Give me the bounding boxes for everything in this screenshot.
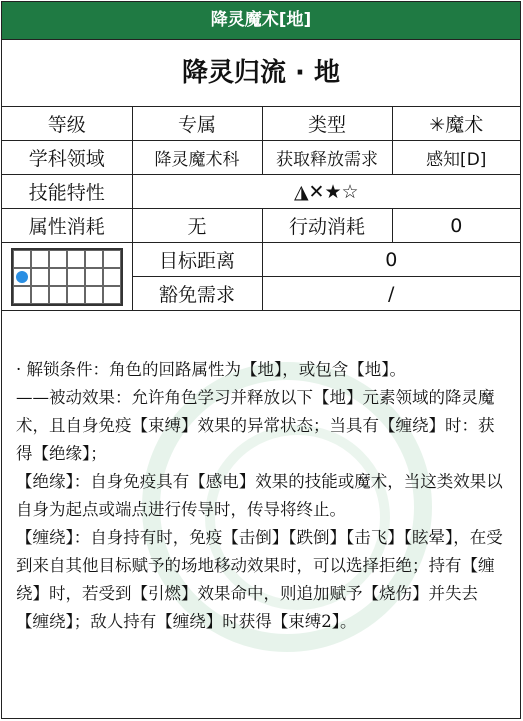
description-paragraph: 【绝缘】：自身免疫具有【感电】效果的技能或魔术，当这类效果以自身为起点或端点进行传导时，传导将终止。 [16, 472, 503, 519]
action-cost-label: 行动消耗 [262, 209, 392, 243]
trait-label: 技能特性 [2, 175, 132, 209]
field-value: 降灵魔术科 [132, 141, 262, 175]
action-cost-value: 0 [392, 209, 520, 243]
range-value: 0 [262, 243, 520, 277]
range-grid-icon [11, 248, 123, 306]
type-value: ✳魔术 [392, 107, 520, 141]
release-value: 感知[D] [392, 141, 520, 175]
stats-table [2, 107, 520, 311]
description-paragraph: 【缠绕】：自身持有时，免疫【击倒】【跌倒】【击飞】【眩晕】，在受到来自其他目标赋予的场地移动效果时，可以选择拒绝；持有【缠绕】时，若受到【引燃】效果命中，则追加赋予【烧伤】并失去【缠绕】；敌人持有【缠绕】时获得【束缚2】。 [16, 528, 503, 631]
level-value: 专属 [132, 107, 262, 141]
type-label: 类型 [262, 107, 392, 141]
release-label: 获取释放需求 [262, 141, 392, 175]
range-grid-cell [2, 243, 132, 311]
description-paragraph: · 解锁条件：角色的回路属性为【地】，或包含【地】。 [16, 360, 406, 379]
level-label: 等级 [2, 107, 132, 141]
skill-card [1, 1, 521, 719]
exempt-label: 豁免需求 [132, 277, 262, 311]
caster-dot-icon [16, 271, 28, 283]
card-header: 降灵魔术[地] [2, 2, 520, 39]
description-paragraph: ——被动效果：允许角色学习并释放以下【地】元素领域的降灵魔术，且自身免疫【束缚】效果的异常状态；当具有【缠绕】时：获得【绝缘】； [16, 388, 495, 463]
description-area [2, 312, 520, 718]
field-label: 学科领域 [2, 141, 132, 175]
range-label: 目标距离 [132, 243, 262, 277]
attr-cost-label: 属性消耗 [2, 209, 132, 243]
attr-cost-value: 无 [132, 209, 262, 243]
description-text [16, 356, 508, 636]
trait-icons: ◮✕★☆ [132, 175, 520, 209]
exempt-value: / [262, 277, 520, 311]
skill-title: 降灵归流 · 地 [2, 39, 520, 107]
